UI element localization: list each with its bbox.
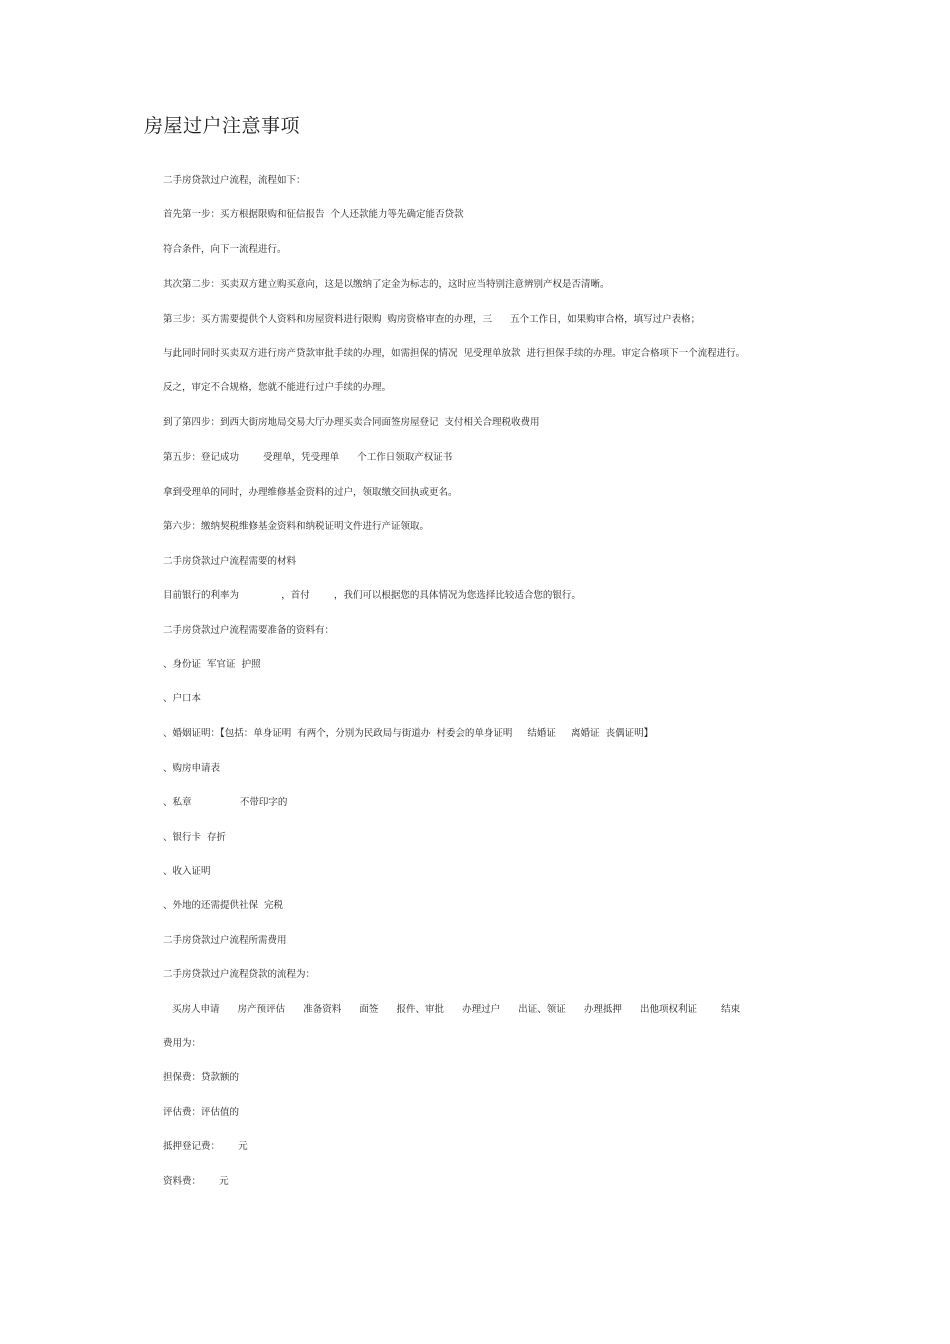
paragraph-maintenance-fund: 拿到受理单的同时，办理维修基金资料的过户，领取缴交回执或更名。 xyxy=(163,487,458,498)
list-item-marriage-certificate: 、婚姻证明：【包括：单身证明 有两个，分别为民政局与街道办 村委会的单身证明 结婚证 离婚证 丧偶证明】 xyxy=(163,728,654,739)
list-item-id-card: 、身份证 军官证 护照 xyxy=(163,659,261,670)
paragraph-eligibility: 符合条件，向下一流程进行。 xyxy=(163,244,287,255)
paragraph-step-three: 第三步：买方需要提供个人资料和房屋资料进行限购 购房资格审查的办理，三 五个工作日，如果购审合格，填写过户表格； xyxy=(163,314,701,325)
paragraph-step-five: 第五步：登记成功 受理单，凭受理单 个工作日领取产权证书 xyxy=(163,452,453,463)
paragraph-step-two: 其次第二步：买卖双方建立购买意向，这是以缴纳了定金为标志的，这时应当特别注意辨别产权是否清晰。 xyxy=(163,279,610,290)
paragraph-rejection: 反之，审定不合规格，您就不能进行过户手续的办理。 xyxy=(163,382,392,393)
fee-mortgage-registration: 抵押登记费： 元 xyxy=(163,1141,248,1152)
list-item-income-proof: 、收入证明 xyxy=(163,866,211,877)
list-item-private-seal: 、私章 不带印字的 xyxy=(163,797,288,808)
list-item-household-register: 、户口本 xyxy=(163,693,202,704)
paragraph-required-documents: 二手房贷款过户流程需要准备的资料有： xyxy=(163,625,335,636)
section-heading-materials: 二手房贷款过户流程需要的材料 xyxy=(163,556,297,567)
paragraph-step-four: 到了第四步：到西大街房地局交易大厅办理买卖合同面签房屋登记 支付相关合理税收费用 xyxy=(163,417,540,428)
list-item-purchase-application: 、购房申请表 xyxy=(163,763,221,774)
page-title: 房屋过户注意事项 xyxy=(144,115,301,137)
paragraph-loan-approval: 与此同时同时买卖双方进行房产贷款审批手续的办理，如需担保的情况 见受理单放款 进行担保手续的办理。审定合格项下一个流程进行。 xyxy=(163,348,746,359)
section-heading-fees: 二手房贷款过户流程所需费用 xyxy=(163,935,287,946)
fee-documentation: 资料费： 元 xyxy=(163,1176,229,1187)
paragraph-flow-steps: 买房人申请 房产预评估 准备资料 面签 报件、审批 办理过户 出证、领证 办理抵押 出他项权利证 结束 xyxy=(163,1004,741,1015)
paragraph-step-one: 首先第一步：买方根据限购和征信报告 个人还款能力等先确定能否贷款 xyxy=(163,209,464,220)
paragraph-loan-process-intro: 二手房贷款过户流程，流程如下： xyxy=(163,175,306,186)
paragraph-step-six: 第六步：缴纳契税维修基金资料和纳税证明文件进行产证领取。 xyxy=(163,521,430,532)
fee-guarantee: 担保费：贷款额的 xyxy=(163,1072,240,1083)
paragraph-fees-label: 费用为： xyxy=(163,1038,202,1049)
fee-appraisal: 评估费：评估值的 xyxy=(163,1107,240,1118)
paragraph-loan-flow: 二手房贷款过户流程贷款的流程为： xyxy=(163,969,316,980)
list-item-social-security: 、外地的还需提供社保 完税 xyxy=(163,900,284,911)
list-item-bank-card: 、银行卡 存折 xyxy=(163,832,227,843)
paragraph-interest-rate: 目前银行的利率为 ，首付 ，我们可以根据您的具体情况为您选择比较适合您的银行。 xyxy=(163,590,581,601)
